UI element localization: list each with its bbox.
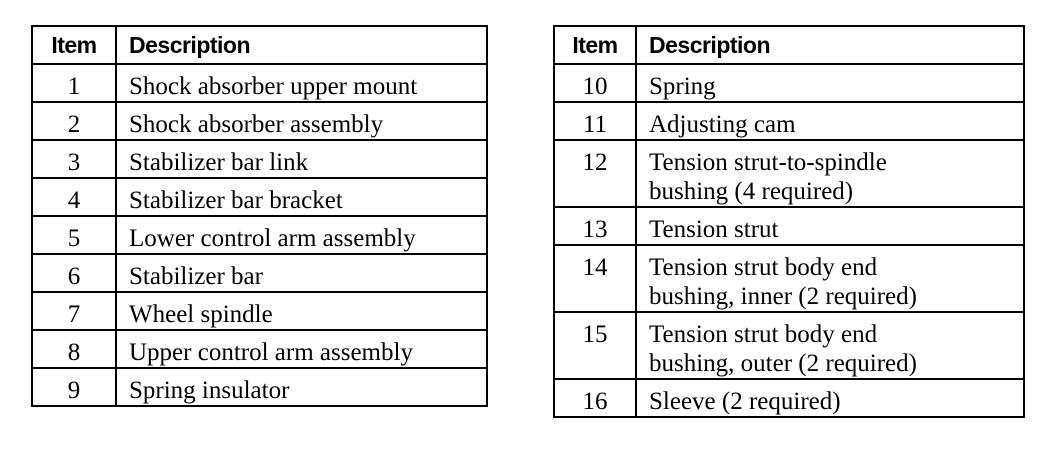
table-header-row bbox=[554, 26, 1024, 64]
item-number: 4 bbox=[32, 178, 116, 216]
description-column-header: Description bbox=[636, 26, 1024, 64]
description-line-2: bushing, outer (2 required) bbox=[649, 350, 917, 377]
item-description: Stabilizer bar bbox=[116, 254, 487, 292]
table-row bbox=[554, 64, 1024, 102]
item-number: 16 bbox=[554, 379, 636, 417]
item-description bbox=[636, 140, 1024, 207]
item-description: Lower control arm assembly bbox=[116, 216, 487, 254]
description-line-1: Tension strut-to-spindle bbox=[649, 149, 887, 176]
item-description: Wheel spindle bbox=[116, 292, 487, 330]
table-row bbox=[32, 330, 487, 368]
item-description: Upper control arm assembly bbox=[116, 330, 487, 368]
table-row bbox=[32, 216, 487, 254]
item-number: 9 bbox=[32, 368, 116, 406]
item-description: Shock absorber upper mount bbox=[116, 64, 487, 102]
table-row bbox=[32, 368, 487, 406]
item-number: 5 bbox=[32, 216, 116, 254]
table-row bbox=[554, 102, 1024, 140]
item-description: Spring insulator bbox=[116, 368, 487, 406]
item-description: Tension strut bbox=[636, 207, 1024, 245]
description-line-1: Tension strut body end bbox=[649, 321, 878, 348]
item-number: 6 bbox=[32, 254, 116, 292]
table-row bbox=[32, 102, 487, 140]
item-number: 11 bbox=[554, 102, 636, 140]
table-row bbox=[554, 379, 1024, 417]
item-number: 10 bbox=[554, 64, 636, 102]
item-number: 8 bbox=[32, 330, 116, 368]
description-line-2: bushing (4 required) bbox=[649, 178, 854, 205]
item-description: Adjusting cam bbox=[636, 102, 1024, 140]
parts-table-left bbox=[31, 25, 488, 407]
item-column-header: Item bbox=[554, 26, 636, 64]
item-description: Stabilizer bar bracket bbox=[116, 178, 487, 216]
item-description: Shock absorber assembly bbox=[116, 102, 487, 140]
table-row bbox=[32, 178, 487, 216]
table-row bbox=[554, 140, 1024, 207]
description-line-2: bushing, inner (2 required) bbox=[649, 283, 917, 310]
table-row bbox=[554, 312, 1024, 379]
parts-table-right bbox=[553, 25, 1025, 418]
item-number: 13 bbox=[554, 207, 636, 245]
item-number: 3 bbox=[32, 140, 116, 178]
table-row bbox=[32, 254, 487, 292]
item-number: 2 bbox=[32, 102, 116, 140]
item-column-header: Item bbox=[32, 26, 116, 64]
description-column-header: Description bbox=[116, 26, 487, 64]
item-number: 14 bbox=[554, 245, 636, 312]
item-description bbox=[636, 312, 1024, 379]
table-row bbox=[32, 64, 487, 102]
table-row bbox=[32, 140, 487, 178]
description-line-1: Tension strut body end bbox=[649, 254, 878, 281]
table-row bbox=[554, 207, 1024, 245]
item-description bbox=[636, 245, 1024, 312]
item-number: 15 bbox=[554, 312, 636, 379]
table-header-row bbox=[32, 26, 487, 64]
item-description: Sleeve (2 required) bbox=[636, 379, 1024, 417]
table-row bbox=[32, 292, 487, 330]
item-number: 7 bbox=[32, 292, 116, 330]
item-description: Stabilizer bar link bbox=[116, 140, 487, 178]
item-number: 1 bbox=[32, 64, 116, 102]
item-number: 12 bbox=[554, 140, 636, 207]
table-row bbox=[554, 245, 1024, 312]
item-description: Spring bbox=[636, 64, 1024, 102]
